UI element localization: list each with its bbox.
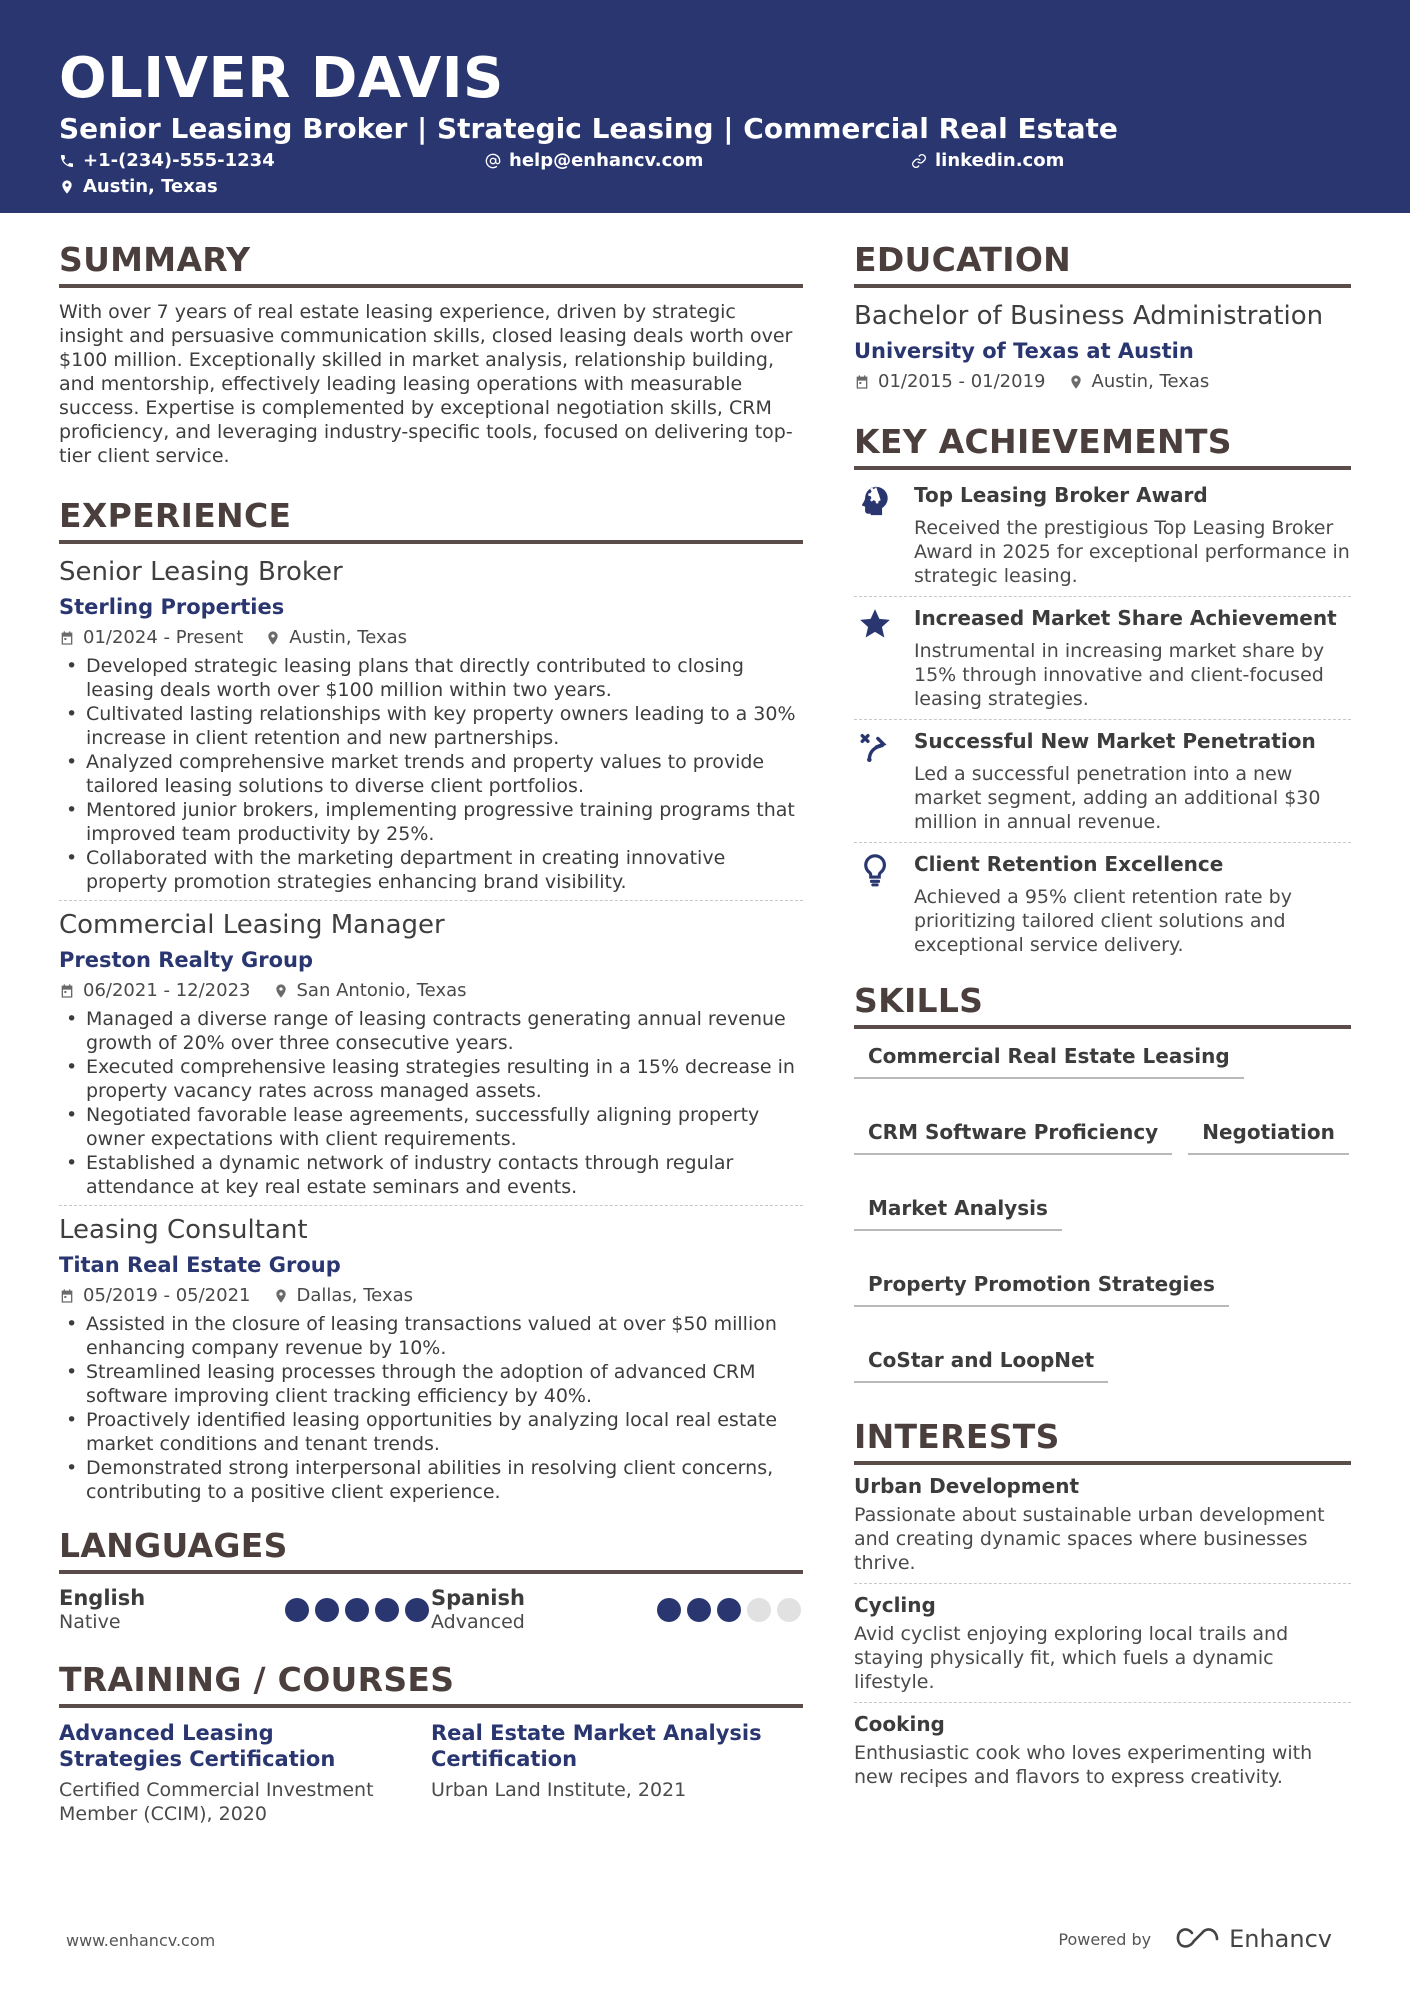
job-bullets xyxy=(59,1007,803,1199)
route-icon xyxy=(858,730,892,764)
course-title: Real Estate Market Analysis Certification xyxy=(431,1721,762,1771)
languages-section xyxy=(59,1526,803,1634)
rating-dot-filled xyxy=(315,1598,339,1622)
job-dates: 05/2019 - 05/2021 xyxy=(83,1285,251,1306)
location-pin-icon xyxy=(273,1288,289,1304)
bullet-item: • Collaborated with the marketing department in creating innovative property promotion strategies enhancing brand visibility. xyxy=(59,846,803,894)
phone-contact[interactable] xyxy=(59,150,275,171)
interests-heading: INTERESTS xyxy=(854,1417,1351,1465)
education-location: Austin, Texas xyxy=(1091,371,1210,392)
bullet-item: • Negotiated favorable lease agreements, successfully aligning property owner expectations with client requirements. xyxy=(59,1103,803,1151)
interest-item xyxy=(854,1711,1351,1797)
bullet-item: • Developed strategic leasing plans that directly contributed to closing leasing deals worth over $100 million within two years. xyxy=(59,654,803,702)
skills-section xyxy=(854,981,1351,1383)
skill-tag: CoStar and LoopNet xyxy=(854,1347,1108,1383)
right-column xyxy=(854,240,1351,1805)
rating-dot-empty xyxy=(747,1598,771,1622)
bullet-item: • Demonstrated strong interpersonal abilities in resolving client concerns, contributing to a positive client experience. xyxy=(59,1456,803,1504)
linkedin-text: linkedin.com xyxy=(935,150,1065,171)
email-contact[interactable] xyxy=(485,150,703,171)
job-dates: 06/2021 - 12/2023 xyxy=(83,980,251,1001)
interest-item xyxy=(854,1592,1351,1703)
achievement-desc: Received the prestigious Top Leasing Broker Award in 2025 for exceptional performance in strategic leasing. xyxy=(914,517,1350,587)
education-meta xyxy=(854,370,1351,394)
job-meta xyxy=(59,626,803,650)
contact-info xyxy=(59,150,1351,206)
head-icon xyxy=(858,484,892,518)
header xyxy=(0,0,1410,213)
course-desc: Certified Commercial Investment Member (CCIM), 2020 xyxy=(59,1779,374,1825)
achievement-item xyxy=(854,720,1351,843)
email-text: help@enhancv.com xyxy=(509,150,704,171)
interest-desc: Avid cyclist enjoying exploring local trails and staying physically fit, which fuels a dynamic lifestyle. xyxy=(854,1623,1289,1693)
school: University of Texas at Austin xyxy=(854,339,1194,363)
calendar-icon xyxy=(59,983,75,999)
phone-icon xyxy=(59,153,75,169)
bullet-item: • Analyzed comprehensive market trends and property values to provide tailored leasing solutions to diverse client portfolios. xyxy=(59,750,803,798)
education-heading: EDUCATION xyxy=(854,240,1351,288)
language-level: Advanced xyxy=(431,1611,525,1633)
lightbulb-icon xyxy=(858,853,892,887)
enhancv-logo-icon xyxy=(1175,1927,1221,1951)
achievement-desc: Led a successful penetration into a new market segment, adding an additional $30 million in annual revenue. xyxy=(914,763,1321,833)
language-item xyxy=(59,1586,431,1634)
interest-title: Cooking xyxy=(854,1712,945,1736)
skill-tag: CRM Software Proficiency xyxy=(854,1119,1172,1155)
bullet-item: • Assisted in the closure of leasing transactions valued at over $50 million enhancing company revenue by 10%. xyxy=(59,1312,803,1360)
course-item xyxy=(59,1720,431,1826)
achievement-title: Client Retention Excellence xyxy=(914,852,1224,876)
language-level: Native xyxy=(59,1611,121,1633)
skills-heading: SKILLS xyxy=(854,981,1351,1029)
experience-section xyxy=(59,496,803,1510)
job-location: Austin, Texas xyxy=(289,627,408,648)
job-bullets xyxy=(59,1312,803,1504)
achievement-item xyxy=(854,474,1351,597)
at-icon xyxy=(485,153,501,169)
training-section xyxy=(59,1660,803,1826)
achievement-title: Increased Market Share Achievement xyxy=(914,606,1337,630)
interest-item xyxy=(854,1473,1351,1584)
job-location: San Antonio, Texas xyxy=(296,980,467,1001)
experience-heading: EXPERIENCE xyxy=(59,496,803,544)
footer-website[interactable]: www.enhancv.com xyxy=(66,1931,216,1950)
bullet-item: • Proactively identified leasing opportunities by analyzing local real estate market conditions and tenant trends. xyxy=(59,1408,803,1456)
rating-dot-empty xyxy=(777,1598,801,1622)
skill-tag: Negotiation xyxy=(1188,1119,1349,1155)
skills-list xyxy=(854,1043,1351,1383)
footer-branding xyxy=(1058,1925,1332,1953)
job-dates: 01/2024 - Present xyxy=(83,627,244,648)
rating-dot-filled xyxy=(657,1598,681,1622)
achievement-desc: Instrumental in increasing market share by 15% through innovative and client-focused leasing strategies. xyxy=(914,640,1325,710)
achievement-desc: Achieved a 95% client retention rate by prioritizing tailored client solutions and exceptional service delivery. xyxy=(914,886,1292,956)
course-desc: Urban Land Institute, 2021 xyxy=(431,1779,687,1801)
language-name: Spanish xyxy=(431,1586,525,1610)
bullet-item: • Streamlined leasing processes through the adoption of advanced CRM software improving client tracking efficiency by 40%. xyxy=(59,1360,803,1408)
location-pin-icon xyxy=(59,179,75,195)
rating-dot-filled xyxy=(717,1598,741,1622)
achievement-title: Top Leasing Broker Award xyxy=(914,483,1208,507)
achievements-heading: KEY ACHIEVEMENTS xyxy=(854,422,1351,470)
rating-dot-filled xyxy=(687,1598,711,1622)
skill-tag: Property Promotion Strategies xyxy=(854,1271,1229,1307)
training-heading: TRAINING / COURSES xyxy=(59,1660,803,1708)
candidate-name: OLIVER DAVIS xyxy=(59,46,504,111)
rating-dot-filled xyxy=(375,1598,399,1622)
calendar-icon xyxy=(854,374,870,390)
interest-desc: Passionate about sustainable urban development and creating dynamic spaces where businesses thrive. xyxy=(854,1504,1325,1574)
degree: Bachelor of Business Administration xyxy=(854,301,1324,331)
course-item xyxy=(431,1720,803,1826)
bullet-item: • Executed comprehensive leasing strategies resulting in a 15% decrease in property vacancy rates across managed assets. xyxy=(59,1055,803,1103)
skill-tag: Commercial Real Estate Leasing xyxy=(854,1043,1244,1079)
achievement-item xyxy=(854,843,1351,965)
job-meta xyxy=(59,979,803,1003)
link-icon xyxy=(911,153,927,169)
powered-by-text: Powered by xyxy=(1058,1929,1152,1949)
achievements-section xyxy=(854,422,1351,965)
linkedin-contact[interactable] xyxy=(911,150,1064,171)
star-icon xyxy=(858,607,892,641)
bullet-item: • Cultivated lasting relationships with key property owners leading to a 30% increase in client retention and new partnerships. xyxy=(59,702,803,750)
interest-desc: Enthusiastic cook who loves experimenting with new recipes and flavors to express creativity. xyxy=(854,1742,1313,1788)
achievement-title: Successful New Market Penetration xyxy=(914,729,1316,753)
location-pin-icon xyxy=(273,983,289,999)
calendar-icon xyxy=(59,1288,75,1304)
headline: Senior Leasing Broker | Strategic Leasing | Commercial Real Estate xyxy=(59,112,1118,145)
brand-logo[interactable] xyxy=(1175,1925,1332,1953)
left-column xyxy=(59,240,803,1826)
language-name: English xyxy=(59,1586,146,1610)
language-rating xyxy=(657,1598,801,1622)
location-pin-icon xyxy=(1068,374,1084,390)
job-bullets xyxy=(59,654,803,894)
language-rating xyxy=(285,1598,429,1622)
job-entry xyxy=(59,909,803,1206)
job-location: Dallas, Texas xyxy=(296,1285,413,1306)
interest-title: Urban Development xyxy=(854,1474,1079,1498)
calendar-icon xyxy=(59,630,75,646)
interests-section xyxy=(854,1417,1351,1797)
location-pin-icon xyxy=(265,630,281,646)
skill-tag: Market Analysis xyxy=(854,1195,1062,1231)
job-meta xyxy=(59,1284,803,1308)
summary-heading: SUMMARY xyxy=(59,240,803,288)
achievement-item xyxy=(854,597,1351,720)
bullet-item: • Established a dynamic network of industry contacts through regular attendance at key real estate seminars and events. xyxy=(59,1151,803,1199)
summary-text: With over 7 years of real estate leasing experience, driven by strategic insight and persuasive communication skills, closed leasing deals worth over $100 million. Exceptionally skilled in market analysis, relationship building, and mentorship, effectively leading leasing operations with measurable success. Expertise is complemented by exceptional negotiation skills, CRM proficiency, and leveraging industry-specific tools, focused on delivering top-tier client service. xyxy=(59,301,793,467)
phone-text: +1-(234)-555-1234 xyxy=(83,150,275,171)
course-title: Advanced Leasing Strategies Certification xyxy=(59,1721,336,1771)
location-contact xyxy=(59,176,218,197)
brand-name: Enhancv xyxy=(1229,1925,1332,1953)
job-entry xyxy=(59,1214,803,1510)
rating-dot-filled xyxy=(285,1598,309,1622)
location-text: Austin, Texas xyxy=(83,176,218,197)
language-item xyxy=(431,1586,803,1634)
interest-title: Cycling xyxy=(854,1593,936,1617)
education-dates: 01/2015 - 01/2019 xyxy=(878,371,1046,392)
job-company: Titan Real Estate Group xyxy=(59,1253,341,1277)
rating-dot-filled xyxy=(345,1598,369,1622)
job-role: Leasing Consultant xyxy=(59,1215,308,1245)
job-company: Preston Realty Group xyxy=(59,948,314,972)
summary-section xyxy=(59,240,803,468)
bullet-item: • Managed a diverse range of leasing contracts generating annual revenue growth of 20% over three consecutive years. xyxy=(59,1007,803,1055)
job-role: Senior Leasing Broker xyxy=(59,557,343,587)
job-entry xyxy=(59,556,803,901)
languages-heading: LANGUAGES xyxy=(59,1526,803,1574)
bullet-item: • Mentored junior brokers, implementing progressive training programs that improved team productivity by 25%. xyxy=(59,798,803,846)
education-section xyxy=(854,240,1351,394)
job-role: Commercial Leasing Manager xyxy=(59,910,445,940)
rating-dot-filled xyxy=(405,1598,429,1622)
job-company: Sterling Properties xyxy=(59,595,285,619)
